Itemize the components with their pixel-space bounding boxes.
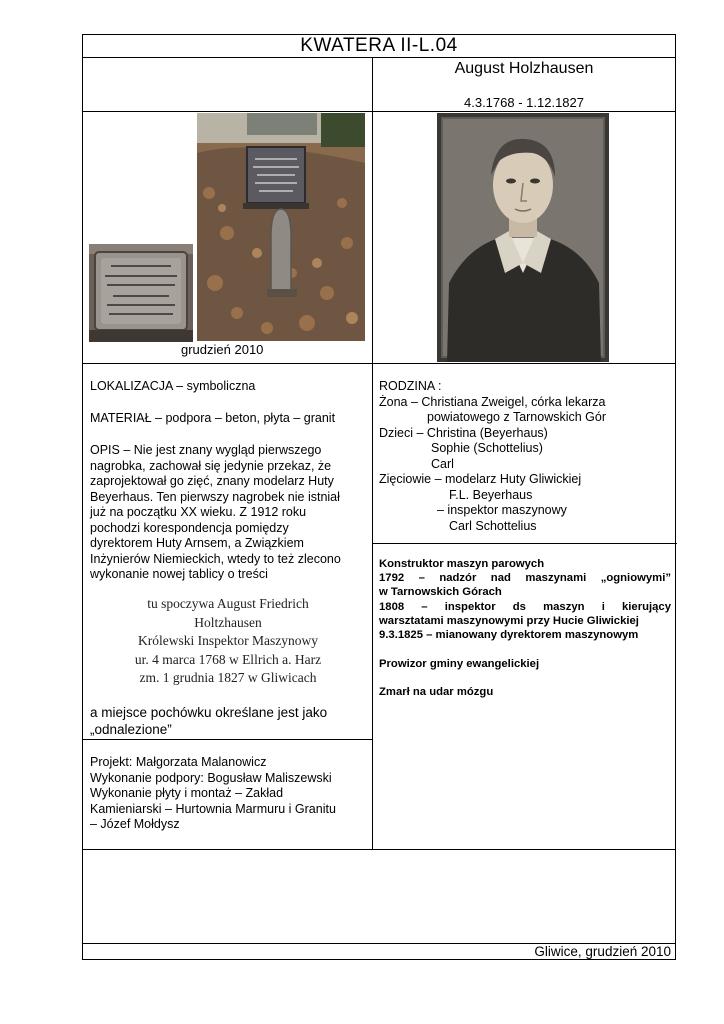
- biografia: Konstruktor maszyn parowych 1792 – nadzór nad maszynami „ogniowymi” w Tarnowskich Górach 1808 – inspektor ds maszyn i kierujący warsztatami maszynowymi przy Hucie Gliwickiej 9.3.1825 – mianowany dyrektorem maszynowym: [379, 558, 671, 642]
- photo-caption: grudzień 2010: [181, 342, 264, 357]
- grave-photo: [197, 113, 365, 341]
- person-name: August Holzhausen: [454, 60, 594, 77]
- person-dates: 4.3.1768 - 1.12.1827: [464, 95, 584, 110]
- divider: [83, 57, 675, 58]
- prowizor: Prowizor gminy ewangelickiej: [379, 658, 540, 670]
- inscription: tu spoczywa August Friedrich Holtzhausen Królewski Inspektor Maszynowy ur. 4 marca 1768 w Ellrich a. Harz zm. 1 grudnia 1827 w Gliwicach: [134, 596, 322, 685]
- opis: OPIS – Nie jest znany wygląd pierwszego nagrobka, zachował się jedynie przekaz, że zaprojektował go zięć, znany modelarz Huty Beyerhaus. Ten pierwszy nagrobek nie istniał już na początku XX wieku. Z 1912 roku pochodzi korespondencja pomiędzy dyrektorem Huty Arnsem, a Związkiem Inżynierów Niemieckich, wtedy to też zlecono wykonanie nowej tablicy o treści: [90, 443, 341, 581]
- divider: [372, 543, 677, 544]
- portrait-photo: [437, 113, 609, 362]
- material: MATERIAŁ – podpora – beton, płyta – granit: [90, 411, 336, 425]
- miejsce-pochowku: a miejsce pochówku określane jest jako „odnalezione”: [90, 705, 328, 737]
- zmarl: Zmarł na udar mózgu: [379, 686, 494, 698]
- divider: [83, 363, 675, 364]
- record-card: [82, 34, 676, 960]
- projekt: Projekt: Małgorzata Malanowicz Wykonanie podpory: Bogusław Maliszewski Wykonanie płyty i montaż – Zakład Kamieniarski – Hurtownia Marmuru i Granitu – Józef Mołdysz: [90, 755, 336, 831]
- divider: [83, 739, 372, 740]
- page-title: KWATERA II-L.04: [300, 35, 458, 56]
- plaque-photo: [89, 244, 193, 342]
- column-divider: [372, 57, 373, 849]
- footer-place-date: Gliwice, grudzień 2010: [534, 944, 671, 959]
- divider: [83, 849, 675, 850]
- lokalizacja: LOKALIZACJA – symboliczna: [90, 379, 256, 393]
- divider: [83, 111, 675, 112]
- rodzina: RODZINA : Żona – Christiana Zweigel, córka lekarza powiatowego z Tarnowskich Gór Dzieci – Christina (Beyerhaus) Sophie (Schottelius) Carl Zięciowie – modelarz Huty Gliwickiej F.L. Beyerhaus – inspektor maszynowy Carl Schottelius: [379, 379, 607, 533]
